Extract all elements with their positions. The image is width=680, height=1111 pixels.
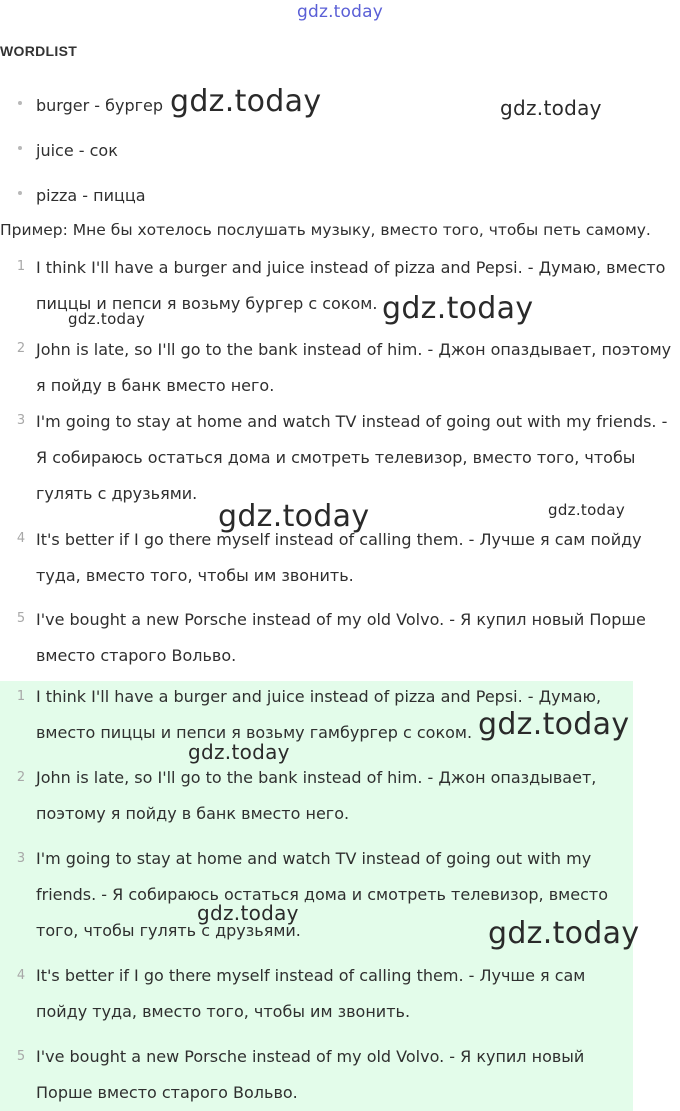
watermark: gdz.today xyxy=(170,84,322,119)
wordlist-item-text: pizza - пицца xyxy=(36,186,146,205)
answer-item xyxy=(0,525,680,605)
answer-line: I've bought a new Porsche instead of my old Volvo. - Я купил новый Порше xyxy=(36,610,646,629)
answer-text xyxy=(36,1039,584,1111)
answer-line: I've bought a new Porsche instead of my old Volvo. - Я купил новый xyxy=(36,1047,585,1066)
answer-line: I'm going to stay at home and watch TV instead of going out with my friends. - xyxy=(36,412,668,431)
watermark: gdz.today xyxy=(188,740,290,764)
answer-line: friends. - Я собираюсь остаться дома и смотреть телевизор, вместо xyxy=(36,885,608,904)
answer-number: 4 xyxy=(16,968,26,983)
answer-line: пойду туда, вместо того, чтобы им звонить. xyxy=(36,1002,411,1021)
answer-item xyxy=(0,762,633,843)
answer-line: вместо пиццы и пепси я возьму гамбургер с соком. xyxy=(36,723,473,742)
answer-item xyxy=(0,605,680,677)
watermark: gdz.today xyxy=(500,96,602,120)
answer-text xyxy=(36,602,646,674)
highlighted-answer-list xyxy=(0,681,633,1111)
watermark: gdz.today xyxy=(478,707,630,742)
answer-line: Порше вместо старого Вольво. xyxy=(36,1083,298,1102)
answer-line: того, чтобы гулять с друзьями. xyxy=(36,921,301,940)
answer-line: поэтому я пойду в банк вместо него. xyxy=(36,804,350,823)
answer-line: John is late, so I'll go to the bank instead of him. - Джон опаздывает, xyxy=(36,768,597,787)
bullet-dot-icon xyxy=(18,191,22,195)
answer-number: 3 xyxy=(16,851,26,866)
watermark: gdz.today xyxy=(382,291,534,326)
answer-line: я пойду в банк вместо него. xyxy=(36,376,275,395)
answer-number: 4 xyxy=(16,531,26,546)
bullet-dot-icon xyxy=(18,146,22,150)
watermark: gdz.today xyxy=(548,501,626,519)
wordlist-item-text: juice - сок xyxy=(36,141,118,160)
watermark: gdz.today xyxy=(218,499,370,534)
answer-line: Я собираюсь остаться дома и смотреть телевизор, вместо того, чтобы xyxy=(36,448,636,467)
answer-text xyxy=(36,958,585,1030)
wordlist-item-text: burger - бургер xyxy=(36,96,164,115)
answer-number: 2 xyxy=(16,770,26,785)
answer-line: гулять с друзьями. xyxy=(36,484,198,503)
watermark: gdz.today xyxy=(68,310,146,328)
answer-line: It's better if I go there myself instead of calling them. - Лучше я сам xyxy=(36,966,586,985)
answer-number: 1 xyxy=(16,259,26,274)
answer-line: вместо старого Вольво. xyxy=(36,646,237,665)
watermark: gdz.today xyxy=(488,916,640,951)
answer-number: 5 xyxy=(16,611,26,626)
wordlist-item xyxy=(0,180,680,225)
answer-line: I'm going to stay at home and watch TV instead of going out with my xyxy=(36,849,592,868)
answer-line: John is late, so I'll go to the bank instead of him. - Джон опаздывает, поэтому xyxy=(36,340,672,359)
answer-line: I think I'll have a burger and juice instead of pizza and Pepsi. - Думаю, xyxy=(36,687,602,706)
site-watermark-link[interactable]: gdz.today xyxy=(296,2,384,22)
answer-line: It's better if I go there myself instead of calling them. - Лучше я сам пойду xyxy=(36,530,642,549)
answer-line: пиццы и пепси я возьму бургер с соком. xyxy=(36,294,378,313)
bullet-dot-icon xyxy=(18,101,22,105)
answer-line: туда, вместо того, чтобы им звонить. xyxy=(36,566,354,585)
answer-item xyxy=(0,1041,633,1111)
answer-line: I think I'll have a burger and juice instead of pizza and Pepsi. - Думаю, вместо xyxy=(36,258,666,277)
answer-number: 3 xyxy=(16,413,26,428)
answer-number: 5 xyxy=(16,1049,26,1064)
answer-item xyxy=(0,960,633,1041)
example-sentence: Пример: Мне бы хотелось послушать музыку, вместо того, чтобы петь самому. xyxy=(0,221,651,239)
watermark: gdz.today xyxy=(197,901,299,925)
answer-text xyxy=(36,404,667,512)
answer-number: 2 xyxy=(16,341,26,356)
answer-text xyxy=(36,760,596,832)
wordlist-item xyxy=(0,135,680,180)
answer-text xyxy=(36,332,671,404)
answer-number: 1 xyxy=(16,689,26,704)
wordlist-heading: WORDLIST xyxy=(0,43,78,59)
